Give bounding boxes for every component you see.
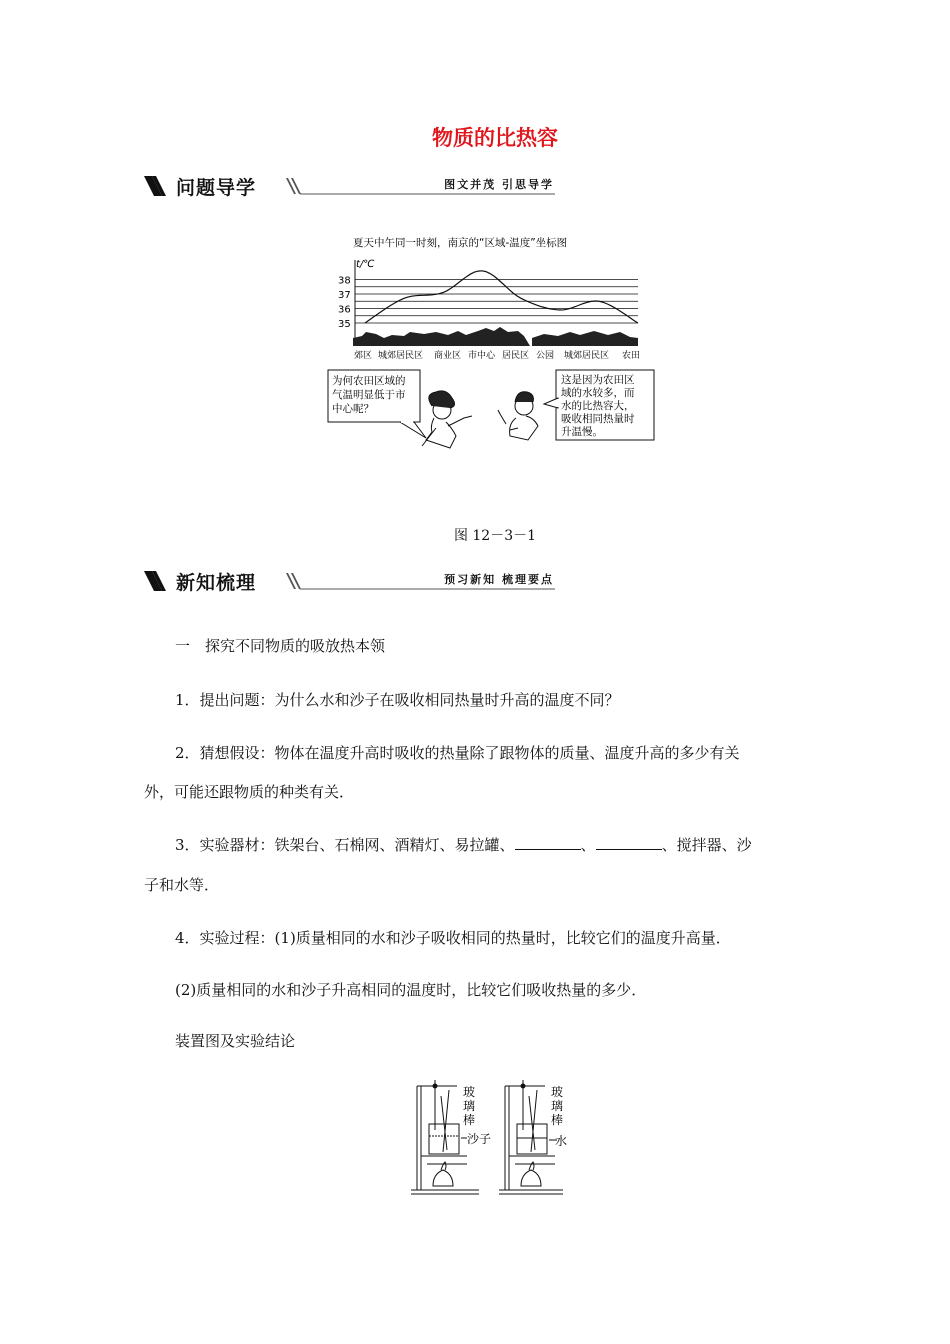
left-rod-label: 玻 (463, 1085, 476, 1099)
girl-question-line: 为何农田区域的 (332, 375, 406, 387)
section-header-new-knowledge (140, 567, 560, 597)
right-rod-label: 玻 (551, 1085, 564, 1099)
section-tag: 预习新知 梳理要点 (444, 573, 554, 586)
paragraph-question: 1．提出问题：为什么水和沙子在吸收相同热量时升高的温度不同？ (175, 691, 620, 709)
left-rod-label: 棒 (463, 1113, 476, 1127)
right-substance-label: 水 (555, 1134, 567, 1148)
temperature-curve (365, 271, 638, 323)
girl-illustration (422, 391, 472, 448)
region-temperature-chart (318, 228, 664, 468)
materials-text-end: 、搅拌器、沙 (661, 836, 752, 854)
fill-blank-1[interactable] (515, 835, 581, 850)
region-label: 公园 (536, 351, 555, 361)
y-axis-label: t/℃ (356, 259, 375, 270)
fill-blank-2[interactable] (596, 835, 662, 850)
region-label: 城郊居民区 (378, 351, 424, 361)
boy-answer-line: 吸收相同热量时 (561, 413, 635, 425)
subheading-explore: 一 探究不同物质的吸放热本领 (175, 637, 386, 655)
y-tick-label: 38 (338, 275, 351, 287)
region-temperature-figure (318, 228, 664, 468)
region-label: 居民区 (502, 351, 530, 361)
girl-question-line: 气温明显低于市 (332, 389, 406, 401)
page-title: 物质的比热容 (432, 126, 558, 150)
section-tag: 图文并茂 引思导学 (444, 178, 554, 191)
left-rod-label: 璃 (463, 1099, 476, 1113)
materials-separator: 、 (580, 836, 596, 854)
paragraph-procedure-2: (2)质量相同的水和沙子升高相同的温度时，比较它们吸收热量的多少． (175, 981, 647, 999)
boy-answer-line: 升温慢。 (561, 426, 603, 438)
section-title: 问题导学 (176, 177, 257, 199)
left-substance-label: 沙子 (467, 1132, 492, 1146)
paragraph-materials-cont: 子和水等． (144, 876, 220, 894)
boy-answer-line: 水的比热容大， (561, 400, 635, 412)
paragraph-hypothesis: 2．猜想假设：物体在温度升高时吸收的热量除了跟物体的质量、温度升高的多少有关 (175, 744, 740, 762)
figure-caption: 图 12－3－1 (453, 528, 537, 544)
paragraph-apparatus-heading: 装置图及实验结论 (175, 1032, 296, 1050)
boy-answer-line: 域的水较多，而 (561, 387, 635, 399)
region-label: 农田 (622, 351, 641, 361)
girl-question-line: 中心呢？ (332, 403, 374, 415)
apparatus-svg (407, 1076, 567, 1198)
right-rod-label: 璃 (551, 1099, 564, 1113)
right-rod-label: 棒 (551, 1113, 564, 1127)
y-tick-label: 37 (338, 290, 351, 301)
paragraph-materials (175, 835, 752, 855)
experiment-apparatus-diagram (407, 1076, 567, 1198)
section-header-question-guide (140, 172, 560, 202)
y-tick-label: 36 (338, 304, 351, 316)
y-tick-label: 35 (338, 319, 351, 330)
paragraph-hypothesis-cont: 外，可能还跟物质的种类有关． (144, 783, 355, 801)
region-label: 城郊居民区 (564, 351, 610, 361)
skyline-silhouette (353, 327, 638, 346)
materials-text: 3．实验器材：铁架台、石棉网、酒精灯、易拉罐、 (175, 836, 515, 854)
boy-answer-line: 这是因为农田区 (561, 374, 635, 386)
chart-title: 夏天中午同一时刻，南京的“区域-温度”坐标图 (353, 237, 568, 249)
region-label: 郊区 (354, 351, 373, 361)
section-title: 新知梳理 (176, 572, 257, 594)
region-label: 商业区 (434, 351, 462, 361)
paragraph-procedure: 4．实验过程：(1)质量相同的水和沙子吸收相同的热量时，比较它们的温度升高量． (175, 929, 731, 947)
region-label: 市中心 (468, 351, 496, 361)
boy-illustration (498, 392, 538, 440)
